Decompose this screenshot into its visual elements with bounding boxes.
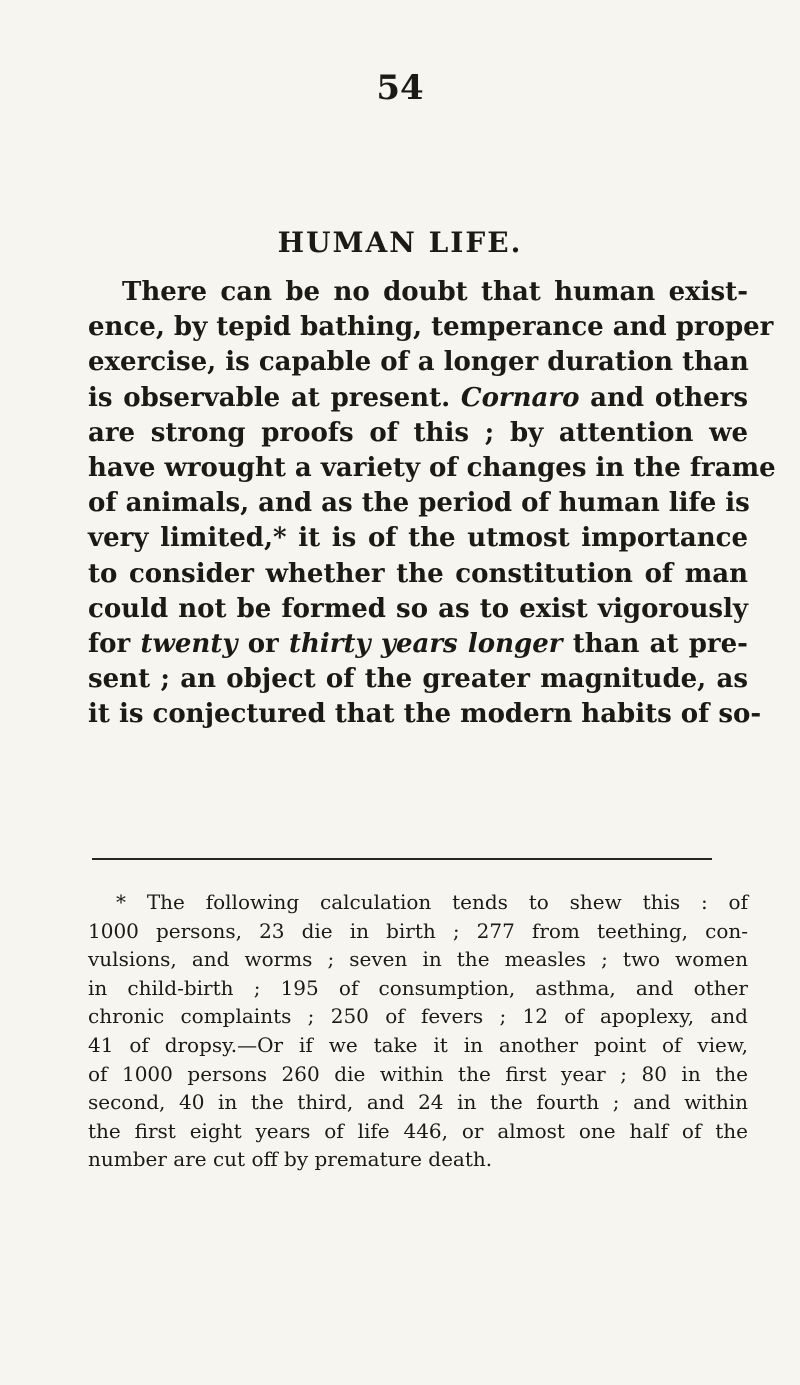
body-line: exercise, is capable of a longer duration than — [88, 347, 749, 378]
body-text-segment: than at pre- — [572, 629, 748, 660]
footnote-line: of 1000 persons 260 die within the first year ; 80 in the — [88, 1061, 748, 1086]
italic-phrase: thirty years longer — [289, 629, 563, 660]
footnote-line: in child-birth ; 195 of consumption, asthma, and other — [88, 975, 748, 1000]
body-line: sent ; an object of the greater magnitude, as — [88, 664, 748, 695]
body-line: are strong proofs of this ; by attention we — [88, 417, 748, 448]
body-line: it is conjectured that the modern habits of so- — [88, 699, 762, 730]
body-line: of animals, and as the period of human life is — [88, 488, 750, 519]
body-line: There can be no doubt that human exist- — [122, 277, 748, 307]
body-line: to consider whether the constitution of man — [88, 558, 748, 589]
body-text-segment: for — [88, 629, 131, 660]
body-line: ence, by tepid bathing, temperance and proper — [88, 312, 774, 343]
body-line — [88, 381, 748, 416]
body-line: have wrought a variety of changes in the frame — [88, 453, 776, 484]
footnote-line: * The following calculation tends to shew this : of — [116, 890, 748, 914]
body-text-segment: is observable at present. — [88, 382, 451, 413]
footnote-line: second, 40 in the third, and 24 in the fourth ; and within — [88, 1090, 748, 1115]
body-line — [88, 627, 748, 662]
footnote-line: 1000 persons, 23 die in birth ; 277 from teething, con- — [88, 918, 748, 943]
footnote-line: chronic complaints ; 250 of fevers ; 12 of apoplexy, and — [88, 1004, 748, 1029]
body-text-segment: and others — [590, 382, 748, 413]
body-line: could not be formed so as to exist vigorously — [88, 593, 748, 624]
footnote-line: vulsions, and worms ; seven in the measles ; two women — [88, 947, 748, 972]
page-number: 54 — [376, 68, 424, 108]
body-text-segment: or — [247, 629, 279, 660]
chapter-heading: HUMAN LIFE. — [277, 226, 523, 259]
main-paragraph — [88, 275, 776, 733]
footnote-divider — [92, 858, 712, 860]
footnote-line: number are cut off by premature death. — [88, 1147, 493, 1172]
footnote-line: 41 of dropsy.—Or if we take it in another point of view, — [88, 1032, 748, 1057]
italic-name: Cornaro — [460, 382, 580, 413]
italic-phrase: twenty — [140, 629, 238, 660]
footnote — [88, 888, 748, 1174]
body-line: very limited,* it is of the utmost importance — [88, 523, 748, 554]
footnote-line: the first eight years of life 446, or almost one half of the — [88, 1118, 748, 1143]
